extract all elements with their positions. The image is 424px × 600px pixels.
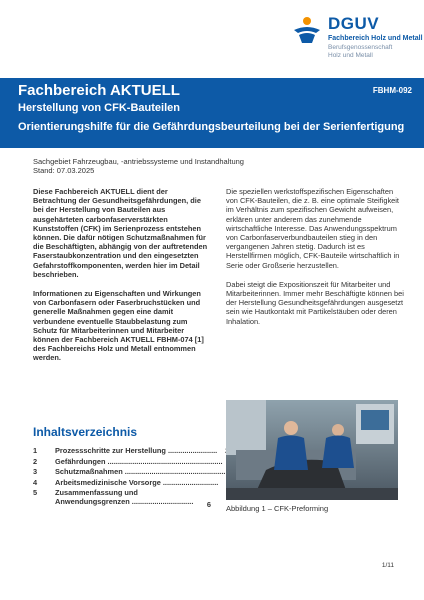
- dguv-figure-logo-icon: [292, 16, 322, 44]
- intro-paragraph-2: Informationen zu Eigenschaften und Wirkungen von Carbonfasern oder Faserbruchstücken und generelle Maßnahmen gegen eine damit verbundene eventuelle Staubbelastung zum Schutz für Mitarbeiterinnen und Mitarbeiter können der Fachbereich AKTUELL FBHM-074 [1] des Fachbereichs Holz und Metall entnommen werden.: [33, 289, 204, 363]
- toc-number: 2: [33, 456, 38, 466]
- subject-area: Sachgebiet Fahrzeugbau, -antriebssysteme und Instandhaltung: [33, 157, 244, 166]
- toc-label: Gefährdungen ........................................................: [55, 456, 223, 466]
- intro-column: [33, 187, 211, 373]
- brand-line-3: Holz und Metall: [328, 52, 373, 59]
- brand-name: DGUV: [328, 14, 380, 33]
- toc-entry[interactable]: [33, 456, 223, 468]
- toc-entry[interactable]: [33, 467, 226, 478]
- table-of-contents: [33, 446, 226, 509]
- intro-paragraph-1: Diese Fachbereich AKTUELL dient der Betrachtung der Gesundheitsgefährdungen, die bei der Herstellung von Bauteilen aus ausgehärteten carbonfaserverstärkten Kunststoffen (CFK) im Serienprozess entstehen können. Die dafür nötigen Schutzmaßnahmen für die Beschäftigten, abhängig von der auftretenden Faserstaubkonzentration und den eingesetzten Gefahrstoffkomponenten, werden hier im Detail beschrieben.: [33, 187, 208, 279]
- dguv-logo: [292, 10, 423, 70]
- publication-series-title: Fachbereich AKTUELL: [18, 82, 180, 99]
- body-paragraph-1: Die speziellen werkstoffspezifischen Eigenschaften von CFK-Bauteilen, die z. B. eine optimale Steifigkeit im Verhältnis zum spezifischen Gewicht aufweisen, erklären unter anderem das zunehmende wirtschaftliche Interesse. Das Anwendungsspektrum von Carbonfaserverbundbauteilen stieg in den vergangenen Jahren stetig. Dadurch ist es Herstellfirmen möglich, CFK-Bauteile wirtschaftlich in Serie oder Großserie herzustellen.: [226, 187, 400, 270]
- toc-number: 3: [33, 467, 38, 476]
- toc-page: 6: [206, 500, 211, 509]
- body-paragraph-2: Dabei steigt die Expositionszeit für Mitarbeiter und Mitarbeiterinnen. Immer mehr Beschäftigte können bei der Herstellung Gesundheitsgefährdungen ausgesetzt sein wie Hautkontakt mit Partikelstäuben oder deren Inhalation.: [226, 279, 404, 326]
- toc-label: Schutzmaßnahmen .................................................: [55, 467, 226, 476]
- toc-entry[interactable]: [33, 446, 218, 457]
- page-number: 1/11: [381, 562, 394, 569]
- toc-entry[interactable]: [33, 477, 219, 489]
- factory-scene-illustration: [226, 400, 398, 500]
- toc-heading: Inhaltsverzeichnis: [33, 425, 138, 439]
- toc-label: Arbeitsmedizinische Vorsorge ...........................: [55, 477, 219, 487]
- toc-entry[interactable]: [33, 488, 211, 509]
- brand-line-1: Fachbereich Holz und Metall: [328, 35, 423, 42]
- toc-label: Zusammenfassung und Anwendungsgrenzen ..............................: [55, 488, 194, 506]
- brand-line-2: Berufsgenossenschaft: [328, 44, 393, 51]
- publication-code: FBHM-092: [372, 86, 412, 95]
- toc-number: 5: [33, 488, 38, 497]
- body-column: [226, 187, 406, 336]
- document-date: Stand: 07.03.2025: [33, 166, 95, 175]
- figure-caption: Abbildung 1 – CFK-Preforming: [226, 504, 329, 513]
- toc-number: 1: [33, 446, 38, 455]
- cfk-preforming-photo: [226, 400, 398, 500]
- toc-label: Prozessschritte zur Herstellung ........................: [55, 446, 218, 455]
- document-title: Herstellung von CFK-Bauteilen: [18, 102, 180, 114]
- toc-number: 4: [33, 477, 38, 487]
- title-banner: [0, 78, 424, 148]
- document-subtitle: Orientierungshilfe für die Gefährdungsbeurteilung bei der Serienfertigung: [18, 121, 405, 133]
